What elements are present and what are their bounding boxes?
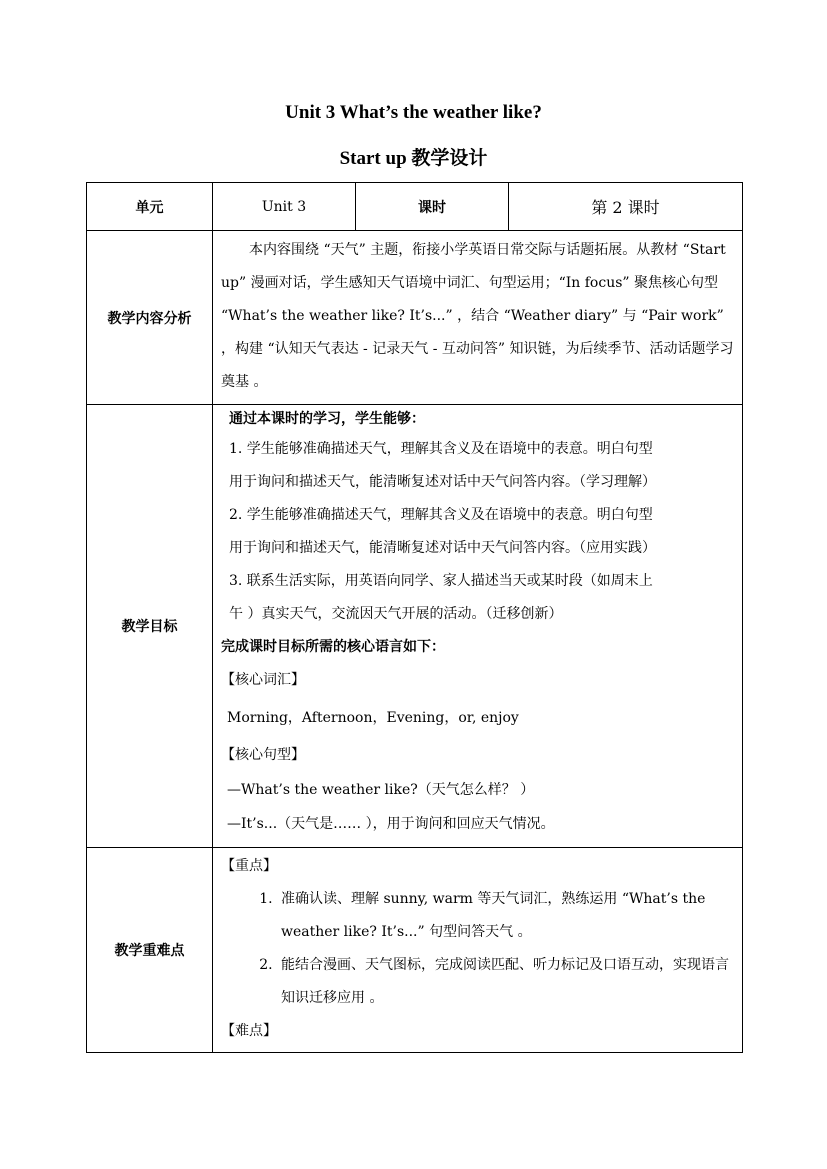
- analysis-label: 教学内容分析: [87, 231, 213, 405]
- document-title: Unit 3 What’s the weather like?: [285, 102, 542, 123]
- focus-item: 1. 准确认读、理解 sunny, warm 等天气词汇，熟练运用 “What’s the weather like? It’s...” 句型问答天气 。: [277, 883, 734, 949]
- objective-line: 1. 学生能够准确描述天气，理解其含义及在语境中的表意。明白句型: [229, 441, 653, 457]
- objective-line: 3. 联系生活实际，用英语向同学、家人描述当天或某时段（如周末上: [229, 573, 653, 589]
- unit-label: 单元: [87, 183, 213, 231]
- core-vocab: Morning，Afternoon，Evening，or, enjoy: [227, 710, 519, 726]
- objectives-label: 教学目标: [87, 405, 213, 848]
- objective-line: 用于询问和描述天气，能清晰复述对话中天气问答内容。（应用实践）: [229, 540, 656, 556]
- period-value: 第 2 课时: [509, 183, 743, 231]
- lesson-plan-table: [86, 182, 743, 1053]
- core-pattern-answer: —It’s...（天气是…… ），用于询问和回应天气情况。: [227, 816, 555, 832]
- objective-line: 午 ）真实天气，交流因天气开展的活动。（迁移创新）: [229, 606, 563, 622]
- period-label: 课时: [356, 183, 509, 231]
- objectives-row: [87, 405, 743, 848]
- focus-label: 【重点】: [221, 858, 277, 874]
- objectives-intro: 通过本课时的学习，学生能够：: [229, 411, 425, 427]
- unit-value: Unit 3: [213, 183, 356, 231]
- core-pattern-question: —What’s the weather like?（天气怎么样？ ）: [227, 782, 535, 798]
- core-vocab-label: 【核心词汇】: [221, 672, 305, 688]
- difficulty-label: 【难点】: [221, 1023, 277, 1039]
- core-pattern-label: 【核心句型】: [221, 747, 305, 763]
- focus-list: [221, 883, 734, 1015]
- focus-item: 2. 能结合漫画、天气图标，完成阅读匹配、听力标记及口语互动，实现语言知识迁移应用 。: [277, 949, 734, 1015]
- header-row: [87, 183, 743, 231]
- core-language-intro: 完成课时目标所需的核心语言如下：: [221, 639, 445, 655]
- document-subtitle: Start up 教学设计: [339, 148, 488, 169]
- objective-line: 用于询问和描述天气，能清晰复述对话中天气问答内容。（学习理解）: [229, 474, 656, 490]
- key-points-row: [87, 848, 743, 1053]
- analysis-text: 本内容围绕 “天气” 主题，衔接小学英语日常交际与话题拓展。从教材 “Start up” 漫画对话，学生感知天气语境中词汇、句型运用；“In focus” 聚焦核心句型 “What’s the weather like? It’s...” ，结合 “Weather diary” 与 “Pair work” ，构建 “认知天气表达 - 记录天气 - 互动问答” 知识链，为后续季节、活动话题学习奠基 。: [221, 242, 734, 390]
- objective-line: 2. 学生能够准确描述天气，理解其含义及在语境中的表意。明白句型: [229, 507, 653, 523]
- key-points-label: 教学重难点: [87, 848, 213, 1053]
- analysis-row: [87, 231, 743, 405]
